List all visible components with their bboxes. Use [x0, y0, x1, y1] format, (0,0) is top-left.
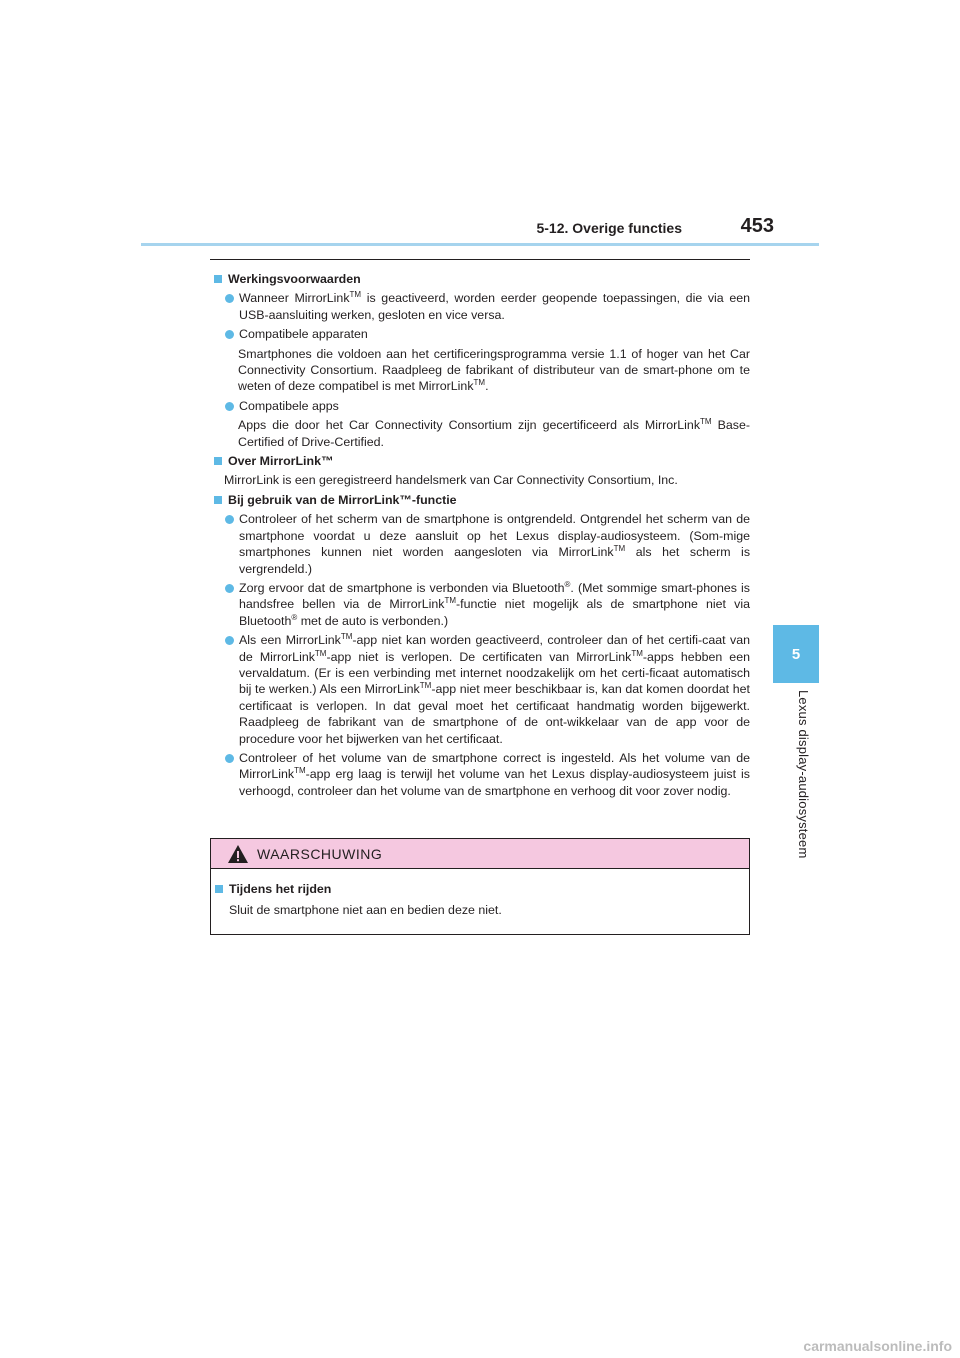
round-bullet-icon	[225, 402, 234, 411]
bullet-text: Controleer of het volume van de smartphone correct is ingesteld. Als het volume van de MirrorLink™-app erg laag is terwijl het volume van het Lexus display-audiosysteem juist is verhoogd, controleer dan het volume van de smartphone en verhoog dit voor zover nodig.	[239, 750, 750, 798]
bullet-item	[224, 632, 750, 747]
bullet-item	[224, 580, 750, 629]
warning-text: Sluit de smartphone niet aan en bedien deze niet.	[229, 903, 502, 918]
section-body: MirrorLink is een geregistreerd handelsmerk van Car Connectivity Consortium, Inc.	[224, 473, 678, 488]
bullet-text: Als een MirrorLink™-app niet kan worden geactiveerd, controleer dan of het certifi-caat van de MirrorLink™-app niet is verlopen. De certificaten van MirrorLink™-apps hebben een vervaldatum. (Er is een verbinding met internet noodzakelijk om het certi-ficaat automatisch bij te werken.) Als een MirrorLink™-app niet meer beschikbaar is, kan dat komen doordat het certificaat is verlopen. In dat geval moet het certificaat handmatig worden bijgewerkt. Raadpleeg de fabrikant van de smartphone of de ont-wikkelaar van de app voor de procedure voor het bijwerken van het certificaat.	[239, 632, 750, 746]
section-title: 5-12. Overige functies	[536, 220, 682, 236]
section-heading	[210, 492, 750, 508]
page-number: 453	[740, 215, 774, 237]
heading-text: Werkingsvoorwaarden	[228, 272, 361, 286]
bullet-item	[224, 398, 750, 414]
chapter-tab	[773, 625, 819, 683]
bullet-item	[224, 750, 750, 799]
bullet-text: Wanneer MirrorLink™ is geactiveerd, worden eerder geopende toepassingen, die via een USB-aansluiting werken, gesloten en vice versa.	[239, 290, 750, 322]
warning-body	[211, 869, 749, 919]
bullet-body: Smartphones die voldoen aan het certificeringsprogramma versie 1.1 of hoger van het Car Connectivity Consortium. Raadpleeg de fabrikant of distributeur van de smart-phone om te weten of deze compatibel is met MirrorLink™.	[238, 346, 750, 394]
content-top-rule	[210, 259, 750, 260]
bullet-title: Compatibele apparaten	[239, 327, 368, 342]
section-heading	[210, 271, 750, 287]
chapter-number: 5	[791, 645, 801, 663]
section-heading	[210, 453, 750, 469]
bullet-text: Zorg ervoor dat de smartphone is verbonden via Bluetooth®. (Met sommige smart-phones is handsfree bellen via de MirrorLink™-functie niet mogelijk als de smartphone niet via Bluetooth® met de auto is verbonden.)	[239, 579, 750, 628]
warning-heading	[211, 881, 749, 897]
heading-text: Over MirrorLink™	[228, 454, 334, 469]
round-bullet-icon	[225, 584, 234, 593]
heading-text: Tijdens het rijden	[229, 882, 332, 896]
round-bullet-icon	[225, 754, 234, 763]
watermark: carmanualsonline.info	[803, 1338, 952, 1354]
bullet-text: Controleer of het scherm van de smartphone is ontgrendeld. Ontgrendel het scherm van de smartphone voordat u deze aansluit op het Lexus display-audiosysteem. (Som-mige smartphones kunnen niet worden aangesloten via MirrorLink™ als het scherm is vergrendeld.)	[239, 512, 751, 576]
warning-title: WAARSCHUWING	[257, 845, 383, 862]
header-rule	[141, 243, 819, 246]
warning-box	[210, 838, 750, 935]
square-bullet-icon	[215, 885, 223, 893]
round-bullet-icon	[225, 330, 234, 339]
square-bullet-icon	[214, 275, 222, 283]
warning-triangle-icon	[227, 844, 249, 864]
bullet-item	[224, 326, 750, 342]
square-bullet-icon	[214, 457, 222, 465]
main-content	[210, 268, 750, 799]
round-bullet-icon	[225, 636, 234, 645]
bullet-item	[224, 290, 750, 323]
heading-text: Bij gebruik van de MirrorLink™-functie	[228, 492, 457, 507]
chapter-label: Lexus display-audiosysteem	[796, 690, 811, 859]
bullet-body: Apps die door het Car Connectivity Consortium zijn gecertificeerd als MirrorLink™ Base-Certified of Drive-Certified.	[238, 417, 750, 449]
bullet-title: Compatibele apps	[239, 398, 339, 413]
square-bullet-icon	[214, 496, 222, 504]
round-bullet-icon	[225, 515, 234, 524]
bullet-item	[224, 511, 750, 577]
round-bullet-icon	[225, 294, 234, 303]
warning-header	[211, 839, 749, 869]
